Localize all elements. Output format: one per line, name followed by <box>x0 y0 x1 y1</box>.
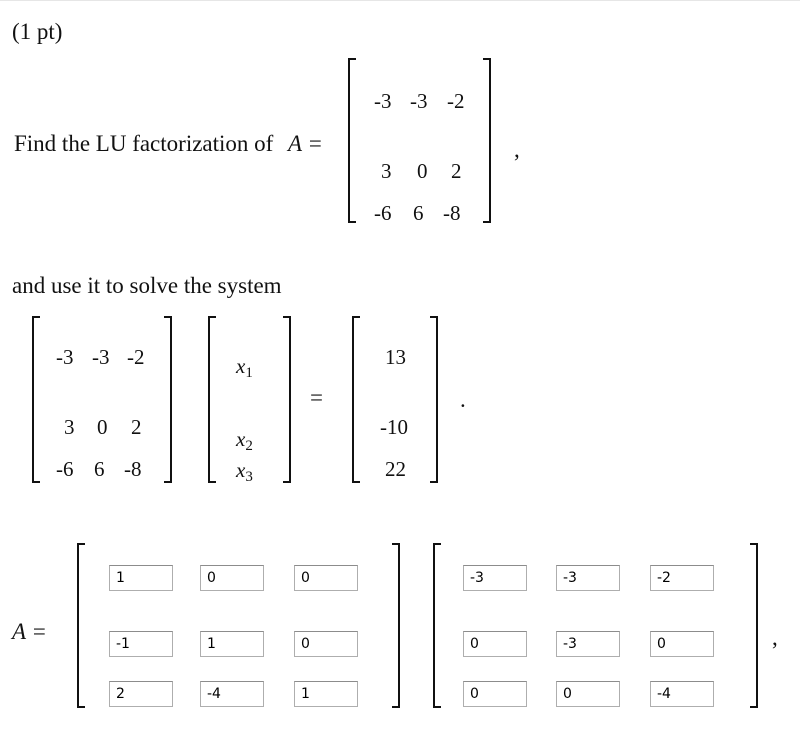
u-entry-input[interactable] <box>556 565 620 591</box>
matrix-u-right-bracket <box>748 543 758 708</box>
u-entry-input[interactable] <box>556 631 620 657</box>
prompt-a-equals: A = <box>288 131 323 156</box>
matrix-a-cell: -3 <box>374 89 392 113</box>
l-entry-input[interactable] <box>109 565 173 591</box>
system-text: and use it to solve the system <box>12 273 282 298</box>
l-entry-input[interactable] <box>109 631 173 657</box>
matrix-a-cell: -2 <box>447 89 465 113</box>
matrix-l-right-bracket <box>390 543 400 708</box>
top-divider <box>0 0 800 1</box>
u-entry-input[interactable] <box>463 631 527 657</box>
system-equals: = <box>310 385 323 410</box>
u-entry-input[interactable] <box>650 565 714 591</box>
matrix-u-left-bracket <box>433 543 443 708</box>
answer-a-equals: A = <box>12 619 47 644</box>
variable-x2-subscript: 2 <box>245 438 253 454</box>
system-matrix-cell: -8 <box>124 457 142 481</box>
vector-x-right-bracket <box>281 316 291 483</box>
l-entry-input[interactable] <box>294 681 358 707</box>
prompt-text: Find the LU factorization of <box>14 131 274 156</box>
system-matrix-cell: 3 <box>64 415 75 439</box>
l-entry-input[interactable] <box>109 681 173 707</box>
system-matrix-cell: 0 <box>97 415 108 439</box>
vector-b-left-bracket <box>352 316 362 483</box>
variable-x3 <box>236 460 253 485</box>
system-matrix-left-bracket <box>32 316 42 483</box>
l-entry-input[interactable] <box>294 565 358 591</box>
matrix-a-right-bracket <box>481 58 491 223</box>
l-entry-input[interactable] <box>200 565 264 591</box>
matrix-a-cell: -6 <box>374 201 392 225</box>
matrix-a-cell: -3 <box>410 89 428 113</box>
system-matrix-cell: 6 <box>94 457 105 481</box>
matrix-a-cell: 6 <box>413 201 424 225</box>
matrix-l-left-bracket <box>77 543 87 708</box>
u-entry-input[interactable] <box>650 631 714 657</box>
variable-x1-symbol: x <box>236 354 246 378</box>
rhs-value: 13 <box>385 345 406 369</box>
matrix-a-left-bracket <box>348 58 358 223</box>
u-entry-input[interactable] <box>650 681 714 707</box>
points-label: (1 pt) <box>12 19 63 44</box>
variable-x2-symbol: x <box>236 427 246 451</box>
u-entry-input[interactable] <box>463 681 527 707</box>
variable-x3-subscript: 3 <box>245 469 253 485</box>
answer-comma: , <box>772 625 778 650</box>
system-matrix-cell: -2 <box>127 345 145 369</box>
system-matrix-cell: -6 <box>56 457 74 481</box>
matrix-a-cell: -8 <box>443 201 461 225</box>
l-entry-input[interactable] <box>200 681 264 707</box>
variable-x1 <box>236 356 253 381</box>
l-entry-input[interactable] <box>294 631 358 657</box>
u-entry-input[interactable] <box>556 681 620 707</box>
system-matrix-cell: 2 <box>131 415 142 439</box>
l-entry-input[interactable] <box>200 631 264 657</box>
rhs-value: -10 <box>380 415 408 439</box>
vector-x-left-bracket <box>208 316 218 483</box>
variable-x3-symbol: x <box>236 458 246 482</box>
variable-x2 <box>236 429 253 454</box>
u-entry-input[interactable] <box>463 565 527 591</box>
matrix-a-cell: 3 <box>381 159 392 183</box>
matrix-a-cell: 0 <box>417 159 428 183</box>
matrix-a-comma: , <box>514 137 520 162</box>
variable-x1-subscript: 1 <box>245 365 253 381</box>
system-matrix-right-bracket <box>162 316 172 483</box>
system-period: . <box>460 387 466 412</box>
system-matrix-cell: -3 <box>56 345 74 369</box>
matrix-a-cell: 2 <box>451 159 462 183</box>
system-matrix-cell: -3 <box>92 345 110 369</box>
vector-b-right-bracket <box>428 316 438 483</box>
rhs-value: 22 <box>385 457 406 481</box>
